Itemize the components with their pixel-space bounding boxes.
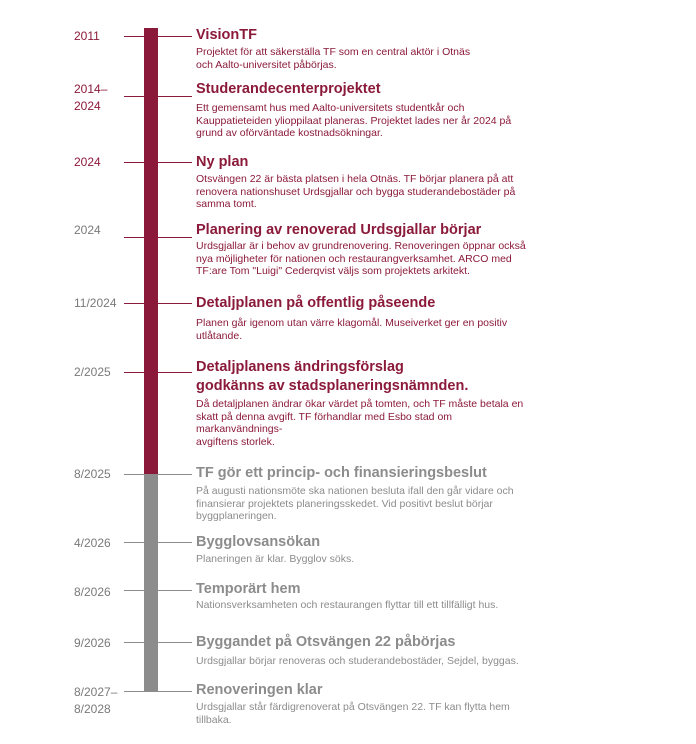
event-date: 9/2026 [74,636,111,650]
event-description: Nationsverksamheten och restaurangen flyttar till ett tillfälligt hus. [196,599,499,611]
timeline-tick [124,96,192,97]
event-date: 2014– 2024 [74,82,108,113]
event-title: TF gör ett princip- och finansieringsbeslut [196,465,487,481]
timeline-tick [124,372,192,373]
event-title: Temporärt hem [196,581,301,597]
timeline-bar-upcoming [144,474,158,692]
event-title: Renoveringen klar [196,682,323,698]
timeline-tick [124,474,192,475]
event-date: 2024 [74,155,101,169]
event-title: Bygglovsansökan [196,534,321,550]
event-date: 11/2024 [74,296,117,310]
event-description: Otsvängen 22 är bästa platsen i hela Otnäs. TF börjar planera på att renovera nationshuset Urdsgjallar och bygga studerandebostäder på samma tomt. [196,173,516,211]
event-title: Planering av renoverad Urdsgjallar börjar [196,222,482,238]
timeline-tick [124,162,192,163]
event-description: Planen går igenom utan värre klagomål. Museiverket ger en positiv utlåtande. [196,317,508,342]
timeline-tick [124,691,192,692]
event-title: Detaljplanen på offentlig påseende [196,295,436,311]
event-title: Ny plan [196,154,249,170]
timeline-tick [124,590,192,591]
timeline-tick [124,542,192,543]
event-description: På augusti nationsmöte ska nationen besluta ifall den går vidare och finansierar projektets planeringsskedet. Vid positivt beslut börjar byggplaneringen. [196,485,514,523]
timeline-tick [124,237,192,238]
event-date: 2011 [74,29,100,43]
event-description: Urdsgjallar börjar renoveras och studerandebostäder, Sejdel, byggas. [196,655,519,667]
timeline-bar-completed [144,28,158,474]
event-description: Urdsgjallar står färdigrenoverat på Otsvängen 22. TF kan flytta hem tillbaka. [196,701,510,726]
event-title: Byggandet på Otsvängen 22 påbörjas [196,634,456,650]
event-description: Då detaljplanen ändrar ökar värdet på tomten, och TF måste betala en skatt på denna avgift. TF förhandlar med Esbo stad om markanvändnings- avgiftens storlek. [196,398,524,448]
event-description: Ett gemensamt hus med Aalto-universitets studentkår och Kauppatieteiden ylioppilaat planeras. Projektet lades ner år 2024 på grund av oförväntade kostnadsökningar. [196,102,512,140]
timeline-tick [124,303,192,304]
event-date: 8/2025 [74,467,111,481]
event-date: 8/2026 [74,585,111,599]
event-date: 4/2026 [74,536,111,550]
event-date: 2024 [74,223,101,237]
event-title: Studerandecenterprojektet [196,81,381,97]
event-date: 8/2027– 8/2028 [74,685,118,716]
event-title: Detaljplanens ändringsförslag godkänns av stadsplaneringsnämnden. [196,359,469,394]
timeline-tick [124,36,192,37]
timeline-tick [124,642,192,643]
event-description: Urdsgjallar är i behov av grundrenovering. Renoveringen öppnar också nya möjligheter för nationen och restaurangverksamhet. ARCO med TF:are Tom "Luigi" Cederqvist väljs som projektets arkitekt. [196,240,526,278]
event-title: VisionTF [196,27,257,43]
event-description: Planeringen är klar. Bygglov söks. [196,553,355,565]
event-date: 2/2025 [74,365,111,379]
event-description: Projektet för att säkerställa TF som en central aktör i Otnäs och Aalto-universitet påbörjas. [196,46,471,71]
